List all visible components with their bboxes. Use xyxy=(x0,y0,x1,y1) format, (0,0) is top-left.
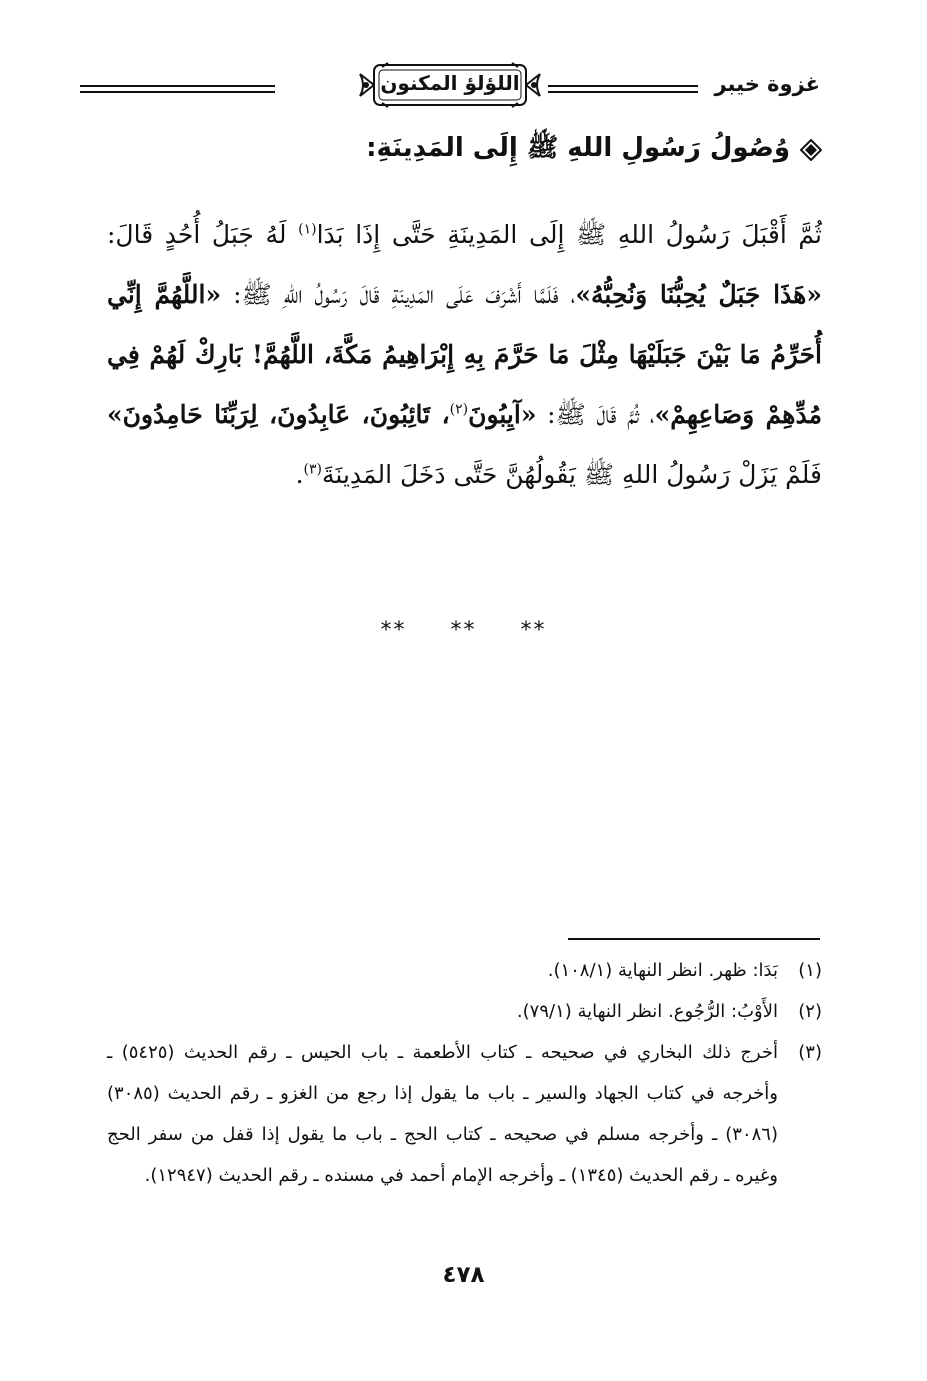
footnote-number: (١) xyxy=(798,960,822,981)
page-number: ٤٧٨ xyxy=(442,1262,485,1288)
running-header xyxy=(80,58,820,118)
body-text-segment: . xyxy=(295,460,304,489)
footnote-number: (٢) xyxy=(798,1001,822,1022)
chapter-title: غزوة خيبر xyxy=(714,72,820,96)
footnote-text: الأَوْبُ: الرُّجُوع. انظر النهاية (٧٩/١). xyxy=(516,1001,778,1022)
footnote-text: بَدَا: ظهر. انظر النهاية (١٠٨/١). xyxy=(547,960,778,981)
footnote-item xyxy=(107,950,822,991)
separator-stars: ** xyxy=(450,618,477,643)
hadith-quote: ، تَائِبُونَ، عَابِدُونَ، لِرَبِّنَا حَامِدُونَ» xyxy=(107,400,450,429)
body-text-segment: ثُمَّ أَقْبَلَ رَسُولُ اللهِ ﷺ إِلَى المَدِينَةِ حَتَّى إِذَا بَدَا xyxy=(316,220,822,249)
header-rule-right xyxy=(548,85,698,93)
body-paragraph xyxy=(107,205,822,505)
diamond-ornament-icon xyxy=(800,139,822,161)
hadith-quote: «آيِبُونَ xyxy=(468,400,537,429)
hadith-quote: «اللَّهُمَّ إِنِّي أُحَرِّمُ مَا بَيْنَ جَبَلَيْهَا مِثْلَ مَا حَرَّمَ بِهِ إِبْرَاهِيمُ مَكَّةَ، اللَّهُمَّ! بَارِكْ لَهُمْ فِي مُدِّهِمْ وَصَاعِهِمْ» xyxy=(107,280,822,429)
separator-stars: ** xyxy=(520,618,547,643)
footnote-ref-1: (١) xyxy=(298,221,317,238)
body-text-segment: ، فَلَمَّا أَشْرَفَ عَلَى المَدِينَةِ قَالَ رَسُولُ اللهِ ﷺ: xyxy=(221,280,576,309)
footnote-item xyxy=(107,1032,822,1196)
separator-stars: ** xyxy=(380,618,407,643)
hadith-quote: «هَذَا جَبَلٌ يُحِبُّنَا وَنُحِبُّهُ» xyxy=(575,280,822,309)
body-text-segment: فَلَمْ يَزَلْ رَسُولُ اللهِ ﷺ يَقُولُهُنَّ حَتَّى دَخَلَ المَدِينَةَ xyxy=(322,460,822,489)
footnote-number: (٣) xyxy=(798,1042,822,1063)
footnote-rule xyxy=(568,938,820,940)
book-title-frame xyxy=(356,60,544,110)
header-rule-left xyxy=(80,85,275,93)
book-title: اللؤلؤ المكنون xyxy=(380,71,520,95)
footnote-item xyxy=(107,991,822,1032)
body-text-segment: ، ثُمَّ قَالَ ﷺ: xyxy=(536,400,655,429)
footnotes xyxy=(107,950,822,1196)
footnote-text: أخرج ذلك البخاري في صحيحه ـ كتاب الأطعمة ـ باب الحيس ـ رقم الحديث (٥٤٢٥) ـ وأخرجه في كتاب الجهاد والسير ـ باب ما يقول إذا رجع من الغزو ـ رقم الحديث (٣٠٨٥) (٣٠٨٦) ـ وأخرجه مسلم في صحيحه ـ كتاب الحج ـ باب ما يقول إذا قفل من سفر الحج وغيره ـ رقم الحديث (١٣٤٥) ـ وأخرجه الإمام أحمد في مسنده ـ رقم الحديث (١٢٩٤٧). xyxy=(107,1042,778,1186)
body-text-segment: لَهُ جَبَلُ أُحُدٍ قَالَ: xyxy=(107,220,299,249)
section-separator xyxy=(0,618,927,643)
footnote-ref-3: (٣) xyxy=(303,461,322,478)
section-heading xyxy=(366,131,822,169)
footnote-ref-2: (٢) xyxy=(449,401,469,418)
section-heading-text: وُصُولُ رَسُولِ اللهِ ﷺ إِلَى المَدِينَةِ: xyxy=(366,133,790,163)
